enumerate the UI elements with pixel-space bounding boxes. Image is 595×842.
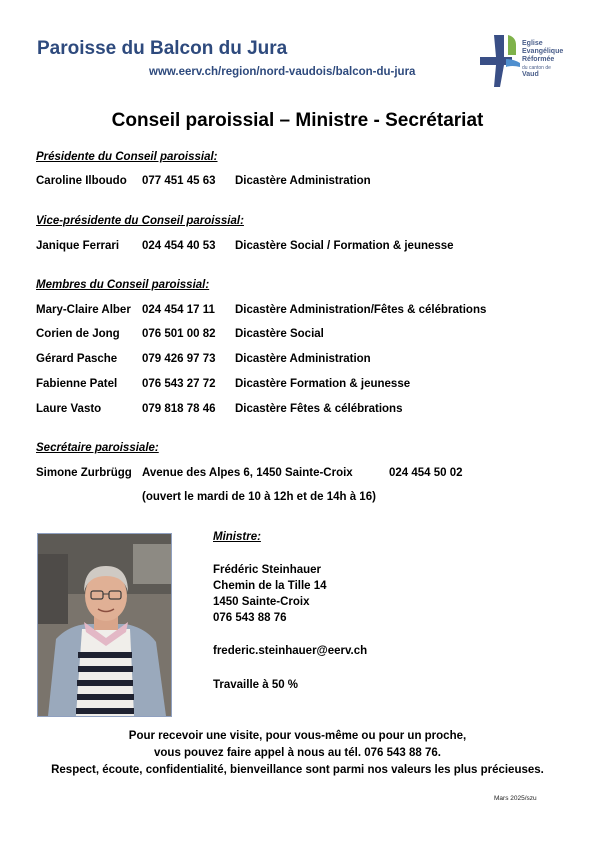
contact-name: Janique Ferrari — [36, 240, 120, 252]
membres-heading: Membres du Conseil paroissial: — [36, 279, 210, 291]
contact-dicastere: Dicastère Formation & jeunesse — [235, 378, 411, 390]
contact-phone: 079 426 97 73 — [142, 353, 216, 365]
contact-name: Gérard Pasche — [36, 353, 118, 365]
ministre-city: 1450 Sainte-Croix — [213, 596, 310, 608]
footer-line-2: vous pouvez faire appel à nous au tél. 076 543 88 76. — [154, 747, 441, 759]
contact-dicastere: Dicastère Fêtes & célébrations — [235, 403, 403, 415]
contact-name: Fabienne Patel — [36, 378, 118, 390]
contact-name: Simone Zurbrügg — [36, 467, 132, 479]
contact-dicastere: Dicastère Social / Formation & jeunesse — [235, 240, 454, 252]
table-row — [36, 304, 556, 319]
minister-photo — [37, 533, 172, 717]
ministre-name: Frédéric Steinhauer — [213, 564, 322, 576]
contact-phone: 076 543 27 72 — [142, 378, 216, 390]
ministre-workload: Travaille à 50 % — [213, 679, 299, 691]
footer-line-1: Pour recevoir une visite, pour vous-même ou pour un proche, — [128, 730, 467, 742]
contact-phone: 024 454 40 53 — [142, 240, 216, 252]
contact-dicastere: Dicastère Administration — [235, 175, 371, 187]
table-row — [36, 403, 556, 418]
table-row — [36, 353, 556, 368]
table-row — [36, 328, 556, 343]
ministre-heading: Ministre: — [213, 531, 261, 543]
presidente-heading: Présidente du Conseil paroissial: — [36, 151, 218, 163]
footer-line-3: Respect, écoute, confidentialité, bienveillance sont parmi nos valeurs les plus précieuses. — [51, 764, 544, 776]
secretaire-hours: (ouvert le mardi de 10 à 12h et de 14h à 16) — [142, 491, 376, 503]
contact-name: Corien de Jong — [36, 328, 120, 340]
ministre-street: Chemin de la Tille 14 — [213, 580, 327, 592]
contact-phone: 079 818 78 46 — [142, 403, 216, 415]
vice-presidente-heading: Vice-présidente du Conseil paroissial: — [36, 215, 244, 227]
contact-dicastere: Dicastère Administration — [235, 353, 371, 365]
document-title: Conseil paroissial – Ministre - Secrétariat — [111, 110, 484, 131]
vice-presidente-row — [36, 240, 556, 255]
table-row — [36, 378, 556, 393]
contact-name: Mary-Claire Alber — [36, 304, 131, 316]
secretaire-row — [36, 467, 556, 482]
ministre-phone: 076 543 88 76 — [213, 612, 287, 624]
contact-phone: 024 454 17 11 — [142, 304, 215, 316]
presidente-row — [36, 175, 556, 190]
ministre-email[interactable]: frederic.steinhauer@eerv.ch — [213, 645, 368, 657]
logo-text: Eglise Evangélique Réformée du canton de Vaud — [522, 40, 564, 78]
contact-dicastere: Dicastère Administration/Fêtes & célébrations — [235, 304, 487, 316]
date-note: Mars 2025/szu — [494, 795, 537, 802]
contact-phone: 024 454 50 02 — [389, 467, 463, 479]
parish-url[interactable]: www.eerv.ch/region/nord-vaudois/balcon-du-jura — [149, 66, 416, 78]
contact-phone: 076 501 00 82 — [142, 328, 216, 340]
contact-name: Caroline Ilboudo — [36, 175, 127, 187]
contact-phone: 077 451 45 63 — [142, 175, 216, 187]
secretaire-address: Avenue des Alpes 6, 1450 Sainte-Croix — [142, 467, 353, 479]
parish-title: Paroisse du Balcon du Jura — [37, 38, 288, 59]
contact-dicastere: Dicastère Social — [235, 328, 324, 340]
secretaire-heading: Secrétaire paroissiale: — [36, 442, 159, 454]
contact-name: Laure Vasto — [36, 403, 102, 415]
